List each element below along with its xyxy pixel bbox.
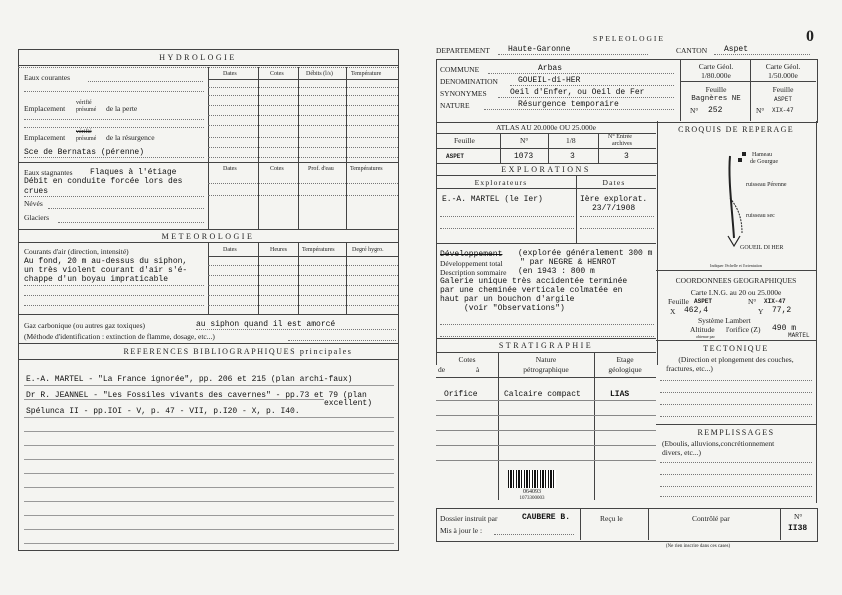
explorations-title: EXPLORATIONS (501, 165, 591, 174)
left-form (18, 49, 398, 559)
presume-label: présumé (76, 107, 97, 113)
air-value-3: chappe d'un boyau impraticable (24, 275, 169, 284)
coord-feuille-value: ASPET (694, 298, 713, 305)
col-dates-3: Dates (223, 247, 237, 253)
barcode-number-2: 1073300003 (519, 496, 545, 501)
x-value: 462,4 (684, 306, 709, 315)
col-temp: Température (351, 71, 382, 77)
coord-no-value: XIX-47 (764, 298, 786, 305)
commune-value: Arbas (538, 64, 563, 73)
emplacement-perte-label: Emplacement (24, 104, 66, 113)
de-la-perte-label: de la perte (106, 104, 138, 113)
hydrology-title: HYDROLOGIE (159, 53, 237, 62)
obtenue-label: obtenue par (696, 334, 715, 339)
col-dates: Dates (223, 71, 237, 77)
description-3: haut par un bouchon d'argile (440, 295, 575, 304)
no-final-label: N° (794, 512, 803, 521)
air-value-1: Au fond, 20 m au-dessus du siphon, (24, 257, 188, 266)
feuille-80-label: Feuille (705, 85, 727, 94)
corner-mark: 0 (806, 28, 814, 45)
barcode-number: 064093 (523, 489, 541, 495)
croquis-note: Indiquer l'échelle et l'orientation (710, 263, 762, 268)
right-form (434, 30, 818, 560)
nature-value: Résurgence temporaire (518, 100, 619, 109)
gaz-label: Gaz carbonique (ou autres gaz toxiques) (24, 321, 145, 330)
strati-etage-label: Etage (616, 355, 634, 364)
stratigraphie-title: STRATIGRAPHIE (498, 341, 594, 350)
col-dates-2: Dates (223, 166, 237, 172)
x-label: X (670, 307, 676, 316)
dossier-label: Dossier instruit par (440, 514, 498, 523)
atlas-no-value: 1073 (514, 152, 534, 161)
emplacement-resurgence-label: Emplacement (24, 133, 66, 142)
dev-par-value: " par NEGRE & HENROT (520, 258, 617, 267)
dev-struck: Développement (440, 250, 503, 259)
sketch-goueil-label: GOUEIL DI HER (740, 245, 784, 251)
atlas-entree-value: 3 (624, 152, 629, 161)
carte-ign-label: Carte I.N.G. au 20 ou 25.000e (690, 288, 782, 297)
meteo-title: METEOROLOGIE (161, 232, 255, 241)
col-temp-2: Températures (302, 247, 335, 253)
commune-label: COMMUNE (440, 65, 480, 74)
atlas-archives-label: archives (612, 141, 632, 147)
orifice-label: l'orifice (Z) (726, 325, 761, 334)
systeme-label: Système Lambert (698, 316, 751, 325)
no-80-value: 252 (708, 106, 723, 115)
coord-feuille-label: Feuille (668, 297, 689, 306)
description-1: Galerie unique très accidentée terminée (440, 277, 628, 286)
strati-lias: LIAS (610, 390, 630, 399)
strati-cotes-label: Cotes (458, 355, 476, 364)
col-hygro: Degré hygro. (352, 247, 384, 253)
atlas-feuille-value: ASPET (446, 153, 465, 160)
verifie-struck-label: vérifié (76, 129, 92, 135)
strati-geol-label: géologique (608, 365, 642, 374)
denomination-value: GOUEIL-di-HER (518, 76, 581, 85)
dossier-value: CAUBERE B. (522, 513, 571, 522)
col-temps: Températures (350, 166, 383, 172)
de-la-resurgence-label: de la résurgence (106, 133, 155, 142)
altitude-label: Altitude (690, 325, 715, 334)
stagnantes-value-3: crues (24, 187, 49, 196)
tectonique-desc-2: fractures, etc...) (666, 364, 713, 373)
altitude-source: MARTEL (788, 332, 810, 339)
remplissages-title: REMPLISSAGES (697, 428, 775, 437)
canton-label: CANTON (676, 46, 708, 55)
strati-petro-label: pétrographique (523, 365, 569, 374)
atlas-no-label: N° (520, 136, 529, 145)
strati-orifice: Orifice (444, 390, 478, 399)
explorer-value: E.-A. MARTEL (le Ier) (442, 195, 543, 204)
explorateurs-label: Explorateurs (474, 178, 528, 187)
barcode (508, 470, 556, 488)
y-value: 77,2 (772, 306, 792, 315)
col-heures: Heures (270, 247, 287, 253)
feuille-80-value: Bagnères NE (691, 95, 741, 103)
no-50-label: N° (756, 106, 765, 115)
atlas-18-value: 3 (570, 152, 575, 161)
recu-label: Reçu le (600, 514, 623, 523)
departement-label: DEPARTEMENT (436, 46, 490, 55)
remplissages-desc-1: (Eboulis, alluvions,concrétionnement (662, 439, 775, 448)
carte-geol-1-label: Carte Géol. (698, 62, 734, 71)
synonymes-value: Oeil d'Enfer, ou Oeil de Fer (510, 88, 645, 97)
references-title: REFERENCES BIBLIOGRAPHIQUES principales (123, 347, 353, 356)
reference-2b: excellent) (324, 399, 373, 408)
glaciers-label: Glaciers (24, 213, 49, 222)
no-final-value: II38 (788, 524, 808, 533)
coord-no-label: N° (748, 297, 757, 306)
strati-calcaire: Calcaire compact (504, 390, 581, 399)
verifie-label: vérifié (76, 100, 92, 106)
sketch-hameau-2: de Gourgue (750, 159, 779, 165)
col-prof: Prof. d'eau (308, 166, 334, 172)
description-4: (voir "Observations") (464, 304, 565, 313)
presume-label-2: présumé (76, 136, 97, 142)
scale-50: 1/50.000e (768, 71, 798, 80)
expl-date-2: 23/7/1908 (592, 204, 636, 213)
resurgence-value: Sce de Bernatas (pérenne) (24, 148, 145, 157)
atlas-label: ATLAS AU 20.000e OU 25.000e (496, 123, 596, 132)
gaz-value: au siphon quand il est amorcé (196, 320, 336, 329)
methode-label: (Méthode d'identification : extinction de flamme, dosage, etc...) (24, 332, 215, 341)
description-value: (en 1943 : 800 m (518, 267, 595, 276)
tectonique-desc-1: (Direction et plongement des couches, (678, 355, 794, 364)
air-value-2: un très violent courant d'air s'é- (24, 266, 188, 275)
dev-value: (explorée généralement 300 m (518, 249, 653, 258)
carte-geol-2-label: Carte Géol. (765, 62, 801, 71)
sketch-ruisseau-sec: ruisseau sec (746, 213, 775, 219)
reference-2: Dr R. JEANNEL - "Les Fossiles vivants des cavernes" - pp.73 et 79 (plan (26, 391, 367, 400)
y-label: Y (758, 307, 764, 316)
mis-a-jour-label: Mis à jour le : (440, 526, 483, 535)
no-80-label: N° (690, 106, 699, 115)
sketch-ruisseau-perenne: ruisseau Pérenne (746, 182, 787, 188)
dev-total-label: Développement total (440, 259, 503, 268)
description-label: Description sommaire (440, 268, 507, 277)
scale-80: 1/80.000e (701, 71, 731, 80)
eaux-courantes-label: Eaux courantes (24, 73, 71, 82)
stagnantes-value-2: Débit en conduite forcée lors des (24, 177, 183, 186)
remplissages-desc-2: divers, etc...) (662, 448, 701, 457)
strati-a-label: à (476, 365, 480, 374)
departement-value: Haute-Garonne (508, 45, 571, 54)
strati-nature-label: Nature (535, 355, 557, 364)
reference-1: E.-A. MARTEL - "La France ignorée", pp. 206 et 215 (plan archi-faux) (26, 375, 353, 384)
strati-de-label: de (438, 365, 446, 374)
atlas-feuille-label: Feuille (454, 136, 475, 145)
atlas-entree-label: N° Entrée (608, 134, 632, 140)
sketch-map (658, 138, 814, 262)
canton-value: Aspet (724, 45, 749, 54)
synonymes-label: SYNONYMES (440, 89, 487, 98)
atlas-18-label: 1/8 (566, 136, 576, 145)
neves-label: Névés (24, 199, 43, 208)
croquis-title: CROQUIS DE REPERAGE (678, 125, 794, 134)
stagnantes-value-1: Flaques à l'étiage (90, 168, 177, 177)
col-cotes: Cotes (270, 71, 284, 77)
footer-note: (Ne rien inscrire dans ces cases) (665, 544, 731, 549)
col-debits: Débits (l/s) (306, 71, 333, 77)
tectonique-title: TECTONIQUE (703, 344, 769, 353)
controle-label: Contrôlé par (692, 514, 730, 523)
feuille-50-value: ASPET (773, 96, 792, 103)
feuille-50-label: Feuille (772, 85, 794, 94)
dates-label: Dates (602, 178, 626, 187)
col-cotes-2: Cotes (270, 166, 284, 172)
courants-label: Courants d'air (direction, intensité) (24, 247, 129, 256)
no-50-value: XIX-47 (772, 107, 794, 114)
altitude-value: 490 m (772, 324, 797, 333)
nature-label: NATURE (440, 101, 470, 110)
eaux-stagnantes-label: Eaux stagnantes (24, 168, 73, 177)
sketch-hameau-1: Hameau (752, 152, 772, 158)
reference-3: Spélunca II - pp.IOI - V, p. 47 - VII, p.I20 - X, p. I40. (26, 407, 300, 416)
denomination-label: DENOMINATION (440, 77, 498, 86)
expl-date-1: Ière explorat. (580, 195, 648, 204)
speleologie-title: SPELEOLOGIE (593, 34, 665, 43)
description-2: par une cheminée verticale colmatée en (440, 286, 623, 295)
coord-title: COORDONNEES GEOGRAPHIQUES (675, 276, 797, 285)
